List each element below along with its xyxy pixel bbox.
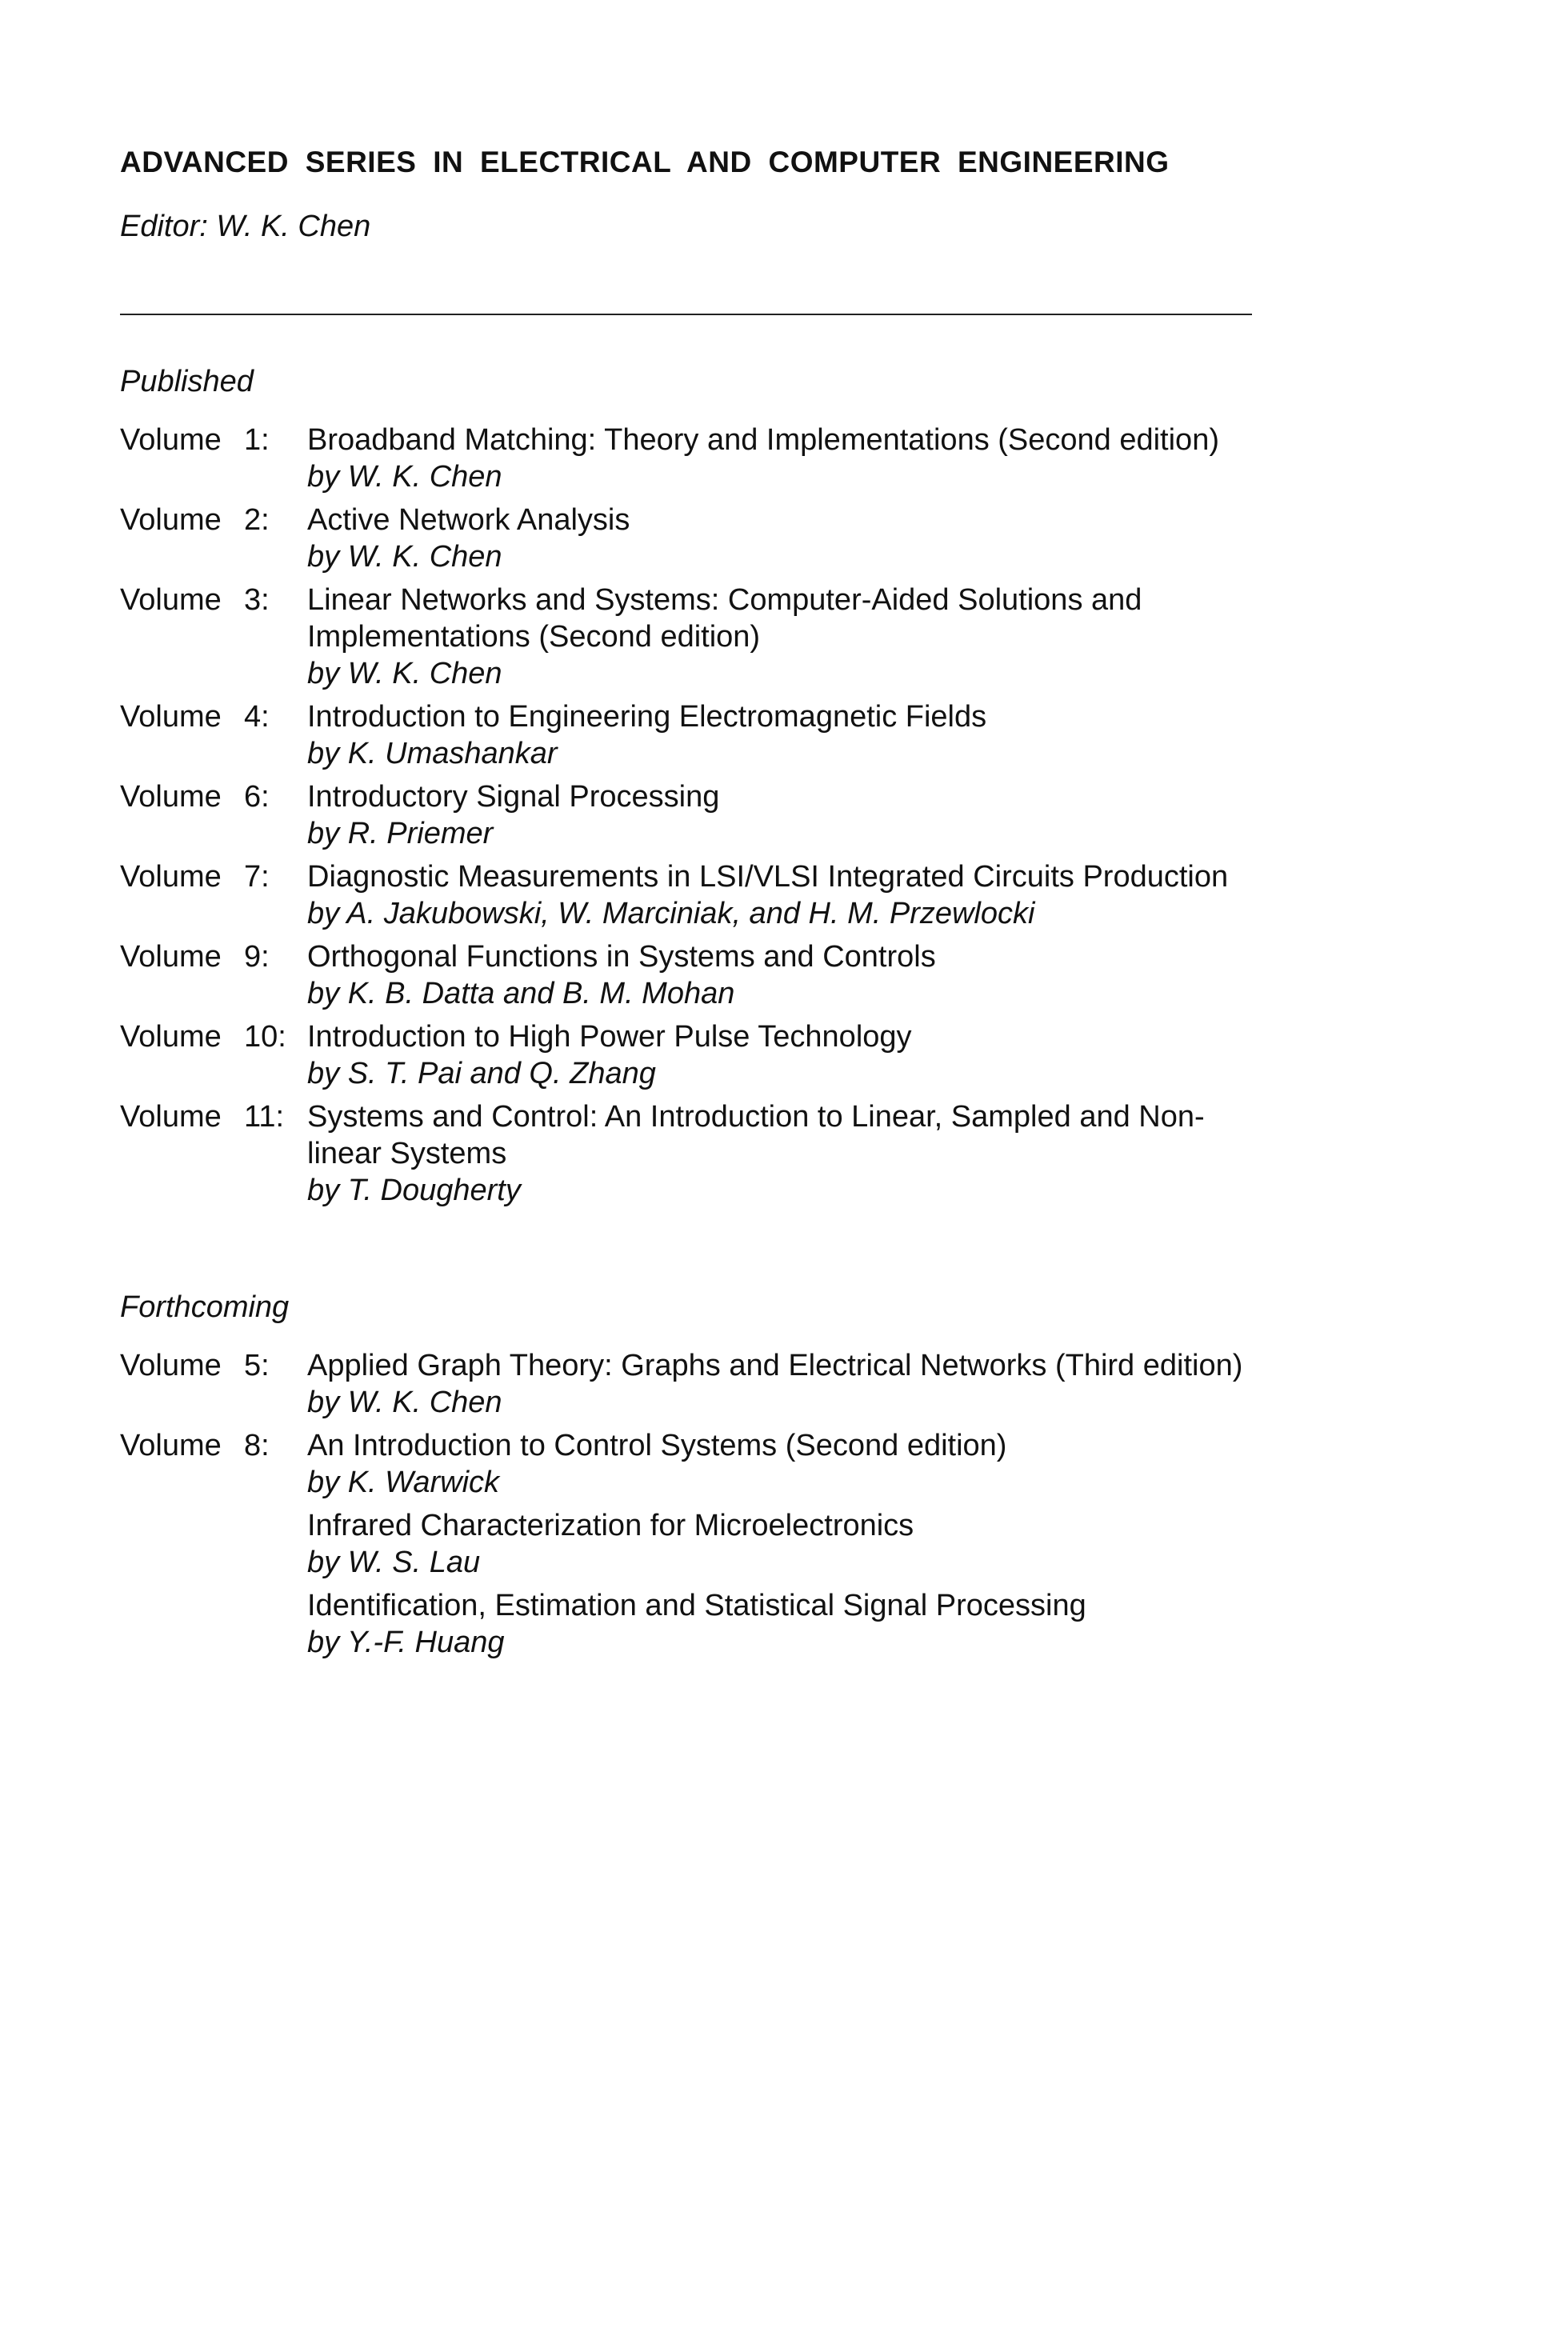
forthcoming-heading: Forthcoming bbox=[120, 1290, 290, 1324]
volume-title: An Introduction to Control Systems (Second edition) bbox=[307, 1429, 1007, 1462]
volume-label bbox=[120, 698, 307, 772]
volume-author: by R. Priemer bbox=[307, 817, 494, 850]
volume-label bbox=[120, 1098, 307, 1209]
forthcoming-volume-list bbox=[120, 1347, 1256, 1661]
volume-entry bbox=[120, 582, 1256, 692]
volume-entry bbox=[120, 1018, 1256, 1092]
volume-details bbox=[307, 698, 1256, 772]
volume-entry bbox=[120, 858, 1256, 932]
volume-number: 9: bbox=[244, 940, 270, 974]
volume-author: by S. T. Pai and Q. Zhang bbox=[307, 1057, 656, 1090]
volume-details bbox=[307, 1098, 1256, 1209]
volume-author: by W. K. Chen bbox=[307, 1386, 502, 1419]
volume-title: Infrared Characterization for Microelectronics bbox=[307, 1509, 914, 1542]
volume-details bbox=[307, 582, 1256, 692]
volume-entry bbox=[120, 778, 1256, 852]
volume-number: 5: bbox=[244, 1349, 270, 1382]
volume-author: by T. Dougherty bbox=[307, 1174, 521, 1207]
volume-number: 2: bbox=[244, 503, 270, 537]
volume-details bbox=[307, 1347, 1256, 1421]
volume-entry bbox=[120, 938, 1256, 1012]
volume-title: Active Network Analysis bbox=[307, 503, 630, 537]
volume-details bbox=[307, 1018, 1256, 1092]
volume-author: by Y.-F. Huang bbox=[307, 1626, 505, 1659]
volume-entry bbox=[120, 1347, 1256, 1421]
volume-word: Volume bbox=[120, 940, 222, 974]
volume-author: by K. B. Datta and B. M. Mohan bbox=[307, 977, 735, 1010]
volume-entry bbox=[120, 422, 1256, 495]
volume-author: by K. Umashankar bbox=[307, 737, 558, 770]
volume-number: 10: bbox=[244, 1020, 286, 1054]
volume-number: 7: bbox=[244, 860, 270, 894]
volume-title: Systems and Control: An Introduction to Linear, Sampled and Non-linear Systems bbox=[307, 1100, 1205, 1170]
volume-details bbox=[307, 858, 1256, 932]
volume-label bbox=[120, 582, 307, 692]
volume-label bbox=[120, 1347, 307, 1421]
volume-label bbox=[120, 1587, 307, 1661]
volume-entry bbox=[120, 1587, 1256, 1661]
volume-details bbox=[307, 938, 1256, 1012]
book-series-page bbox=[120, 144, 1256, 1667]
volume-word: Volume bbox=[120, 700, 222, 734]
volume-label bbox=[120, 778, 307, 852]
volume-label bbox=[120, 1507, 307, 1581]
volume-author: by W. K. Chen bbox=[307, 460, 502, 494]
volume-author: by W. K. Chen bbox=[307, 540, 502, 574]
volume-entry bbox=[120, 1507, 1256, 1581]
editor-line bbox=[120, 208, 1256, 245]
volume-word: Volume bbox=[120, 1349, 222, 1382]
volume-word: Volume bbox=[120, 583, 222, 617]
volume-word: Volume bbox=[120, 1100, 222, 1134]
volume-details bbox=[307, 1427, 1256, 1501]
volume-label bbox=[120, 502, 307, 575]
volume-details bbox=[307, 1507, 1256, 1581]
volume-number: 6: bbox=[244, 780, 270, 814]
volume-word: Volume bbox=[120, 1020, 222, 1054]
volume-label bbox=[120, 938, 307, 1012]
volume-details bbox=[307, 1587, 1256, 1661]
volume-number: 1: bbox=[244, 423, 270, 457]
volume-title: Broadband Matching: Theory and Implementations (Second edition) bbox=[307, 423, 1219, 457]
volume-title: Diagnostic Measurements in LSI/VLSI Integrated Circuits Production bbox=[307, 860, 1229, 894]
series-title: ADVANCED SERIES IN ELECTRICAL AND COMPUTER ENGINEERING bbox=[120, 146, 1170, 178]
volume-author: by W. K. Chen bbox=[307, 657, 502, 690]
published-heading: Published bbox=[120, 365, 254, 398]
volume-title: Applied Graph Theory: Graphs and Electrical Networks (Third edition) bbox=[307, 1349, 1243, 1382]
volume-title: Introduction to High Power Pulse Technology bbox=[307, 1020, 912, 1054]
volume-number: 4: bbox=[244, 700, 270, 734]
volume-word: Volume bbox=[120, 423, 222, 457]
volume-word: Volume bbox=[120, 860, 222, 894]
volume-entry bbox=[120, 1098, 1256, 1209]
volume-label bbox=[120, 422, 307, 495]
volume-title: Introductory Signal Processing bbox=[307, 780, 720, 814]
volume-word: Volume bbox=[120, 1429, 222, 1462]
volume-number: 8: bbox=[244, 1429, 270, 1462]
volume-author: by K. Warwick bbox=[307, 1466, 500, 1499]
volume-title: Linear Networks and Systems: Computer-Aided Solutions and Implementations (Second edition) bbox=[307, 583, 1142, 654]
volume-author: by W. S. Lau bbox=[307, 1546, 481, 1579]
volume-number: 11: bbox=[244, 1100, 285, 1134]
volume-entry bbox=[120, 502, 1256, 575]
volume-author: by A. Jakubowski, W. Marciniak, and H. M. Przewlocki bbox=[307, 897, 1035, 930]
editor-name: W. K. Chen bbox=[216, 210, 371, 243]
volume-title: Orthogonal Functions in Systems and Controls bbox=[307, 940, 936, 974]
volume-number: 3: bbox=[244, 583, 270, 617]
editor-label: Editor: bbox=[120, 210, 208, 243]
volume-entry bbox=[120, 698, 1256, 772]
volume-entry bbox=[120, 1427, 1256, 1501]
volume-word: Volume bbox=[120, 780, 222, 814]
volume-label bbox=[120, 858, 307, 932]
divider bbox=[120, 314, 1252, 315]
published-volume-list bbox=[120, 422, 1256, 1209]
volume-title: Identification, Estimation and Statistical Signal Processing bbox=[307, 1589, 1086, 1622]
volume-label bbox=[120, 1427, 307, 1501]
volume-details bbox=[307, 778, 1256, 852]
volume-details bbox=[307, 422, 1256, 495]
volume-word: Volume bbox=[120, 503, 222, 537]
volume-title: Introduction to Engineering Electromagnetic Fields bbox=[307, 700, 987, 734]
volume-details bbox=[307, 502, 1256, 575]
volume-label bbox=[120, 1018, 307, 1092]
